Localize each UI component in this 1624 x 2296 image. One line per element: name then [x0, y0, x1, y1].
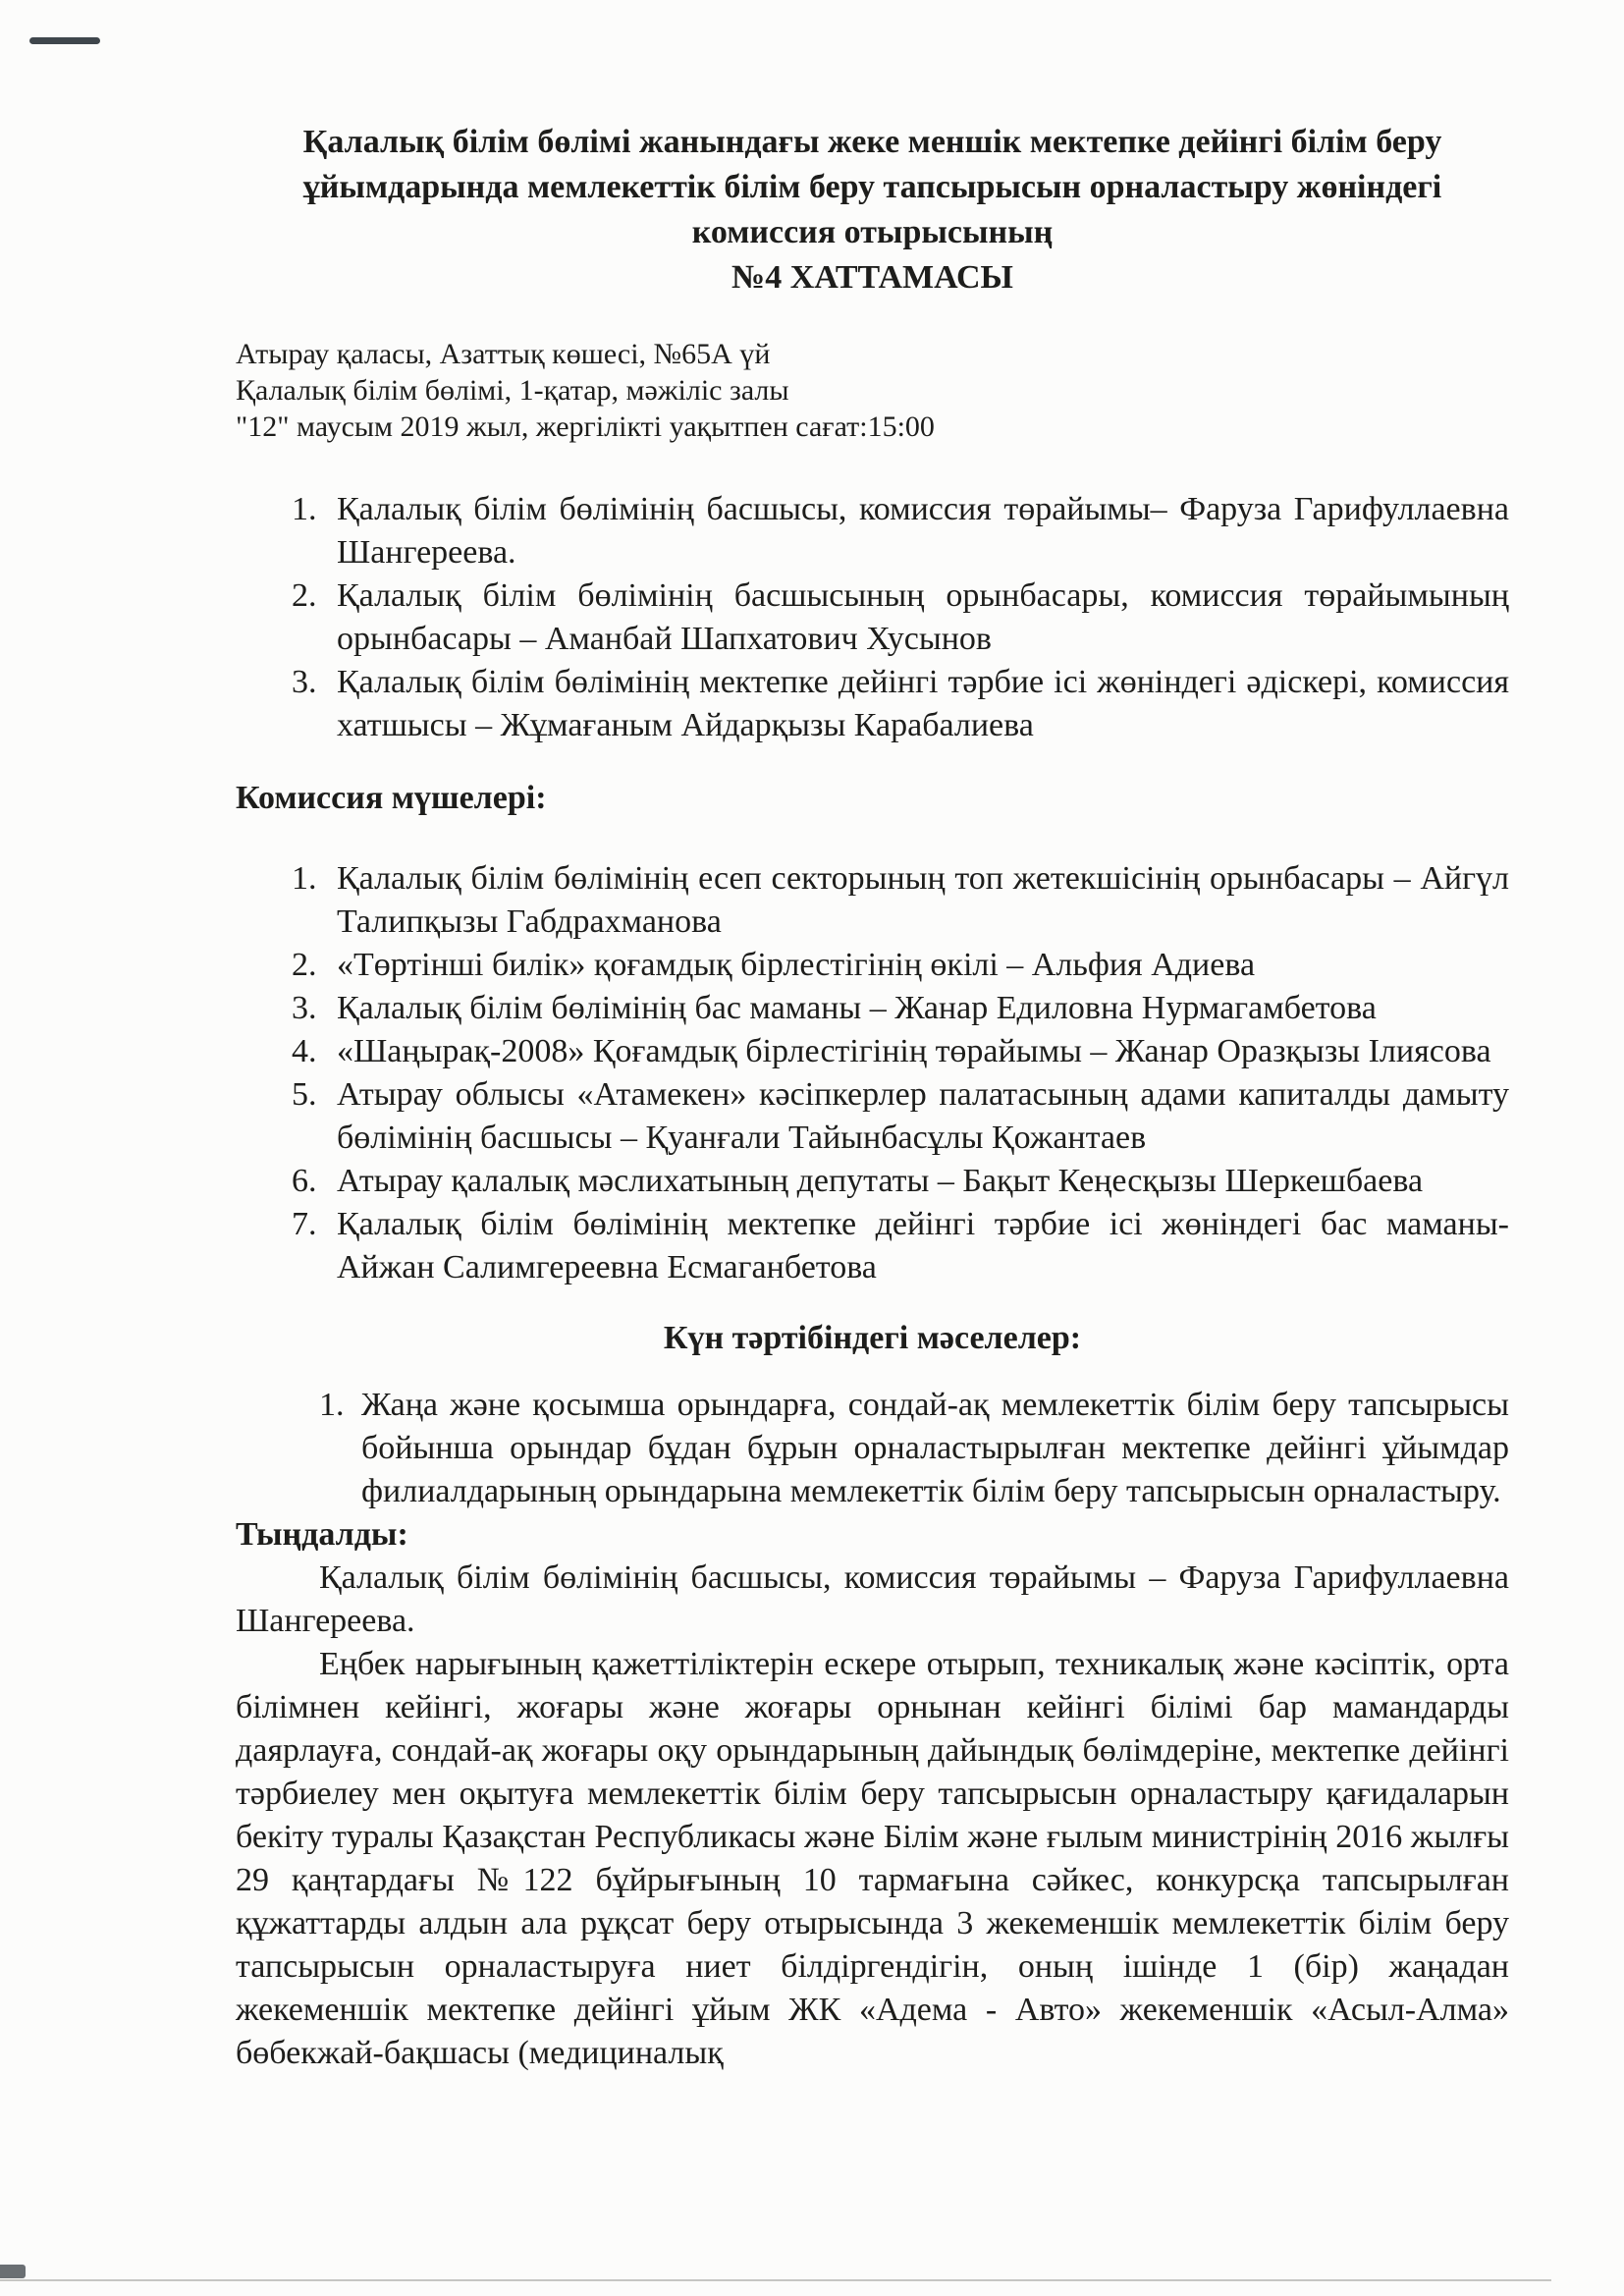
- list-item: [236, 987, 1509, 1030]
- list-item: [236, 944, 1509, 987]
- list-item-text: Қалалық білім бөлімінің бас маманы – Жанар Едиловна Нурмагамбетова: [337, 990, 1377, 1026]
- text-line: №4 ХАТТАМАСЫ: [731, 259, 1013, 296]
- list-item-text: Қалалық білім бөлімінің мектепке дейінгі тәрбие ісі жөніндегі әдіскері, комиссия хатшысы – Жұмағаным Айдарқызы Карабалиева: [337, 664, 1509, 743]
- agenda-list: [236, 1384, 1509, 1513]
- scan-artifact-bottom-left: [0, 2265, 26, 2278]
- list-item: [236, 1160, 1509, 1203]
- list-item-text: «Төртінші билік» қоғамдық бірлестігінің өкілі – Альфия Адиева: [337, 947, 1256, 983]
- list-item-text: Атырау облысы «Атамекен» кәсіпкерлер палатасының адами капиталды дамыту бөлімінің басшысы – Қуанғали Тайынбасұлы Қожантаев: [337, 1076, 1509, 1156]
- list-item-number: 3.: [292, 990, 317, 1026]
- text-line: "12" маусым 2019 жыл, жергілікті уақытпен сағат:15:00: [236, 410, 935, 443]
- paragraph: Еңбек нарығының қажеттіліктерін ескере отырып, техникалық және кәсіптік, орта білімнен кейінгі, жоғары және жоғары орнынан кейінгі білімі бар мамандарды даярлауға, сондай-ақ жоғары оқу орындарының дайындық бөлімдеріне, мектепке дейінгі тәрбиелеу мен оқытуға мемлекеттік білім беру тапсырысын орналастыру қағидаларын бекіту туралы Қазақстан Республикасы және Білім және ғылым министрінің 2016 жылғы 29 қаңтардағы №122 бұйрығының 10 тармағына сәйкес, конкурсқа тапсырылған құжаттарды алдын ала рұқсат беру отырысында 3 жекеменшік мемлекеттік білім беру тапсырысын орналастыруға ниет білдіргендігін, оның ішінде 1 (бір) жаңадан жекеменшік мектепке дейінгі ұйым ЖК «Адема - Авто» жекеменшік «Асыл-Алма» бөбекжай-бақшасы (медициналық: [236, 1646, 1509, 2071]
- list-item-number: 1.: [319, 1387, 345, 1423]
- hearing-heading: Тыңдалды:: [236, 1516, 408, 1553]
- list-item-number: 7.: [292, 1206, 317, 1242]
- text-line: Қалалық білім бөлімі, 1-қатар, мәжіліс залы: [236, 374, 789, 407]
- list-item-number: 2.: [292, 947, 317, 983]
- list-item-number: 5.: [292, 1076, 317, 1113]
- list-item: [236, 1203, 1509, 1289]
- document-content: [236, 0, 1509, 2075]
- list-item-number: 1.: [292, 860, 317, 897]
- list-item: [236, 1384, 1509, 1513]
- scan-artifact-top-dash: [29, 37, 100, 44]
- meeting-address-block: [236, 336, 1509, 445]
- list-item-text: Жаңа және қосымша орындарға, сондай-ақ мемлекеттік білім беру тапсырысы бойынша орындар бұдан бұрын орналастырылған мектепке дейінгі ұйымдар филиалдарының орындарына мемлекеттік білім беру тапсырысын орналастыру.: [361, 1387, 1509, 1509]
- paragraph: Қалалық білім бөлімінің басшысы, комиссия төрайымы – Фаруза Гарифуллаевна Шангереева.: [236, 1559, 1509, 1639]
- text-line: Атырау қаласы, Азаттық көшесі, №65А үй: [236, 338, 771, 370]
- list-item: [236, 661, 1509, 747]
- list-item: [236, 574, 1509, 661]
- text-line: ұйымдарында мемлекеттік білім беру тапсырысын орналастыру жөніндегі: [302, 169, 1442, 205]
- list-item: [236, 488, 1509, 574]
- list-item-text: Қалалық білім бөлімінің мектепке дейінгі тәрбие ісі жөніндегі бас маманы- Айжан Салимгереевна Есмаганбетова: [337, 1206, 1509, 1285]
- list-item-text: Қалалық білім бөлімінің басшысының орынбасары, комиссия төрайымының орынбасары – Аманбай Шапхатович Хусынов: [337, 577, 1509, 657]
- attendees-list: [236, 488, 1509, 747]
- list-item-text: Қалалық білім бөлімінің басшысы, комиссия төрайымы– Фаруза Гарифуллаевна Шангереева.: [337, 491, 1509, 571]
- list-item: [236, 1073, 1509, 1160]
- list-item: [236, 1030, 1509, 1073]
- list-item-text: Қалалық білім бөлімінің есеп секторының топ жетекшісінің орынбасары – Айгүл Талипқызы Габдрахманова: [337, 860, 1509, 940]
- list-item-number: 4.: [292, 1033, 317, 1069]
- list-item-number: 6.: [292, 1163, 317, 1199]
- list-item-text: «Шаңырақ-2008» Қоғамдық бірлестігінің төрайымы – Жанар Оразқызы Ілиясова: [337, 1033, 1491, 1069]
- commission-members-heading: Комиссия мүшелері:: [236, 780, 547, 816]
- commission-members-list: [236, 857, 1509, 1289]
- scan-artifact-bottom-line: [0, 2279, 1551, 2281]
- list-item-number: 3.: [292, 664, 317, 700]
- document-title: [236, 120, 1509, 301]
- agenda-heading: Күн тәртібіндегі мәселелер:: [663, 1320, 1082, 1356]
- text-line: комиссия отырысының: [691, 214, 1054, 250]
- list-item: [236, 857, 1509, 944]
- list-item-number: 2.: [292, 577, 317, 614]
- list-item-number: 1.: [292, 491, 317, 527]
- hearing-paragraphs: [236, 1557, 1509, 2075]
- list-item-text: Атырау қалалық мәслихатының депутаты – Бақыт Кеңесқызы Шеркешбаева: [337, 1163, 1424, 1199]
- text-line: Қалалық білім бөлімі жанындағы жеке меншік мектепке дейінгі білім беру: [302, 124, 1442, 160]
